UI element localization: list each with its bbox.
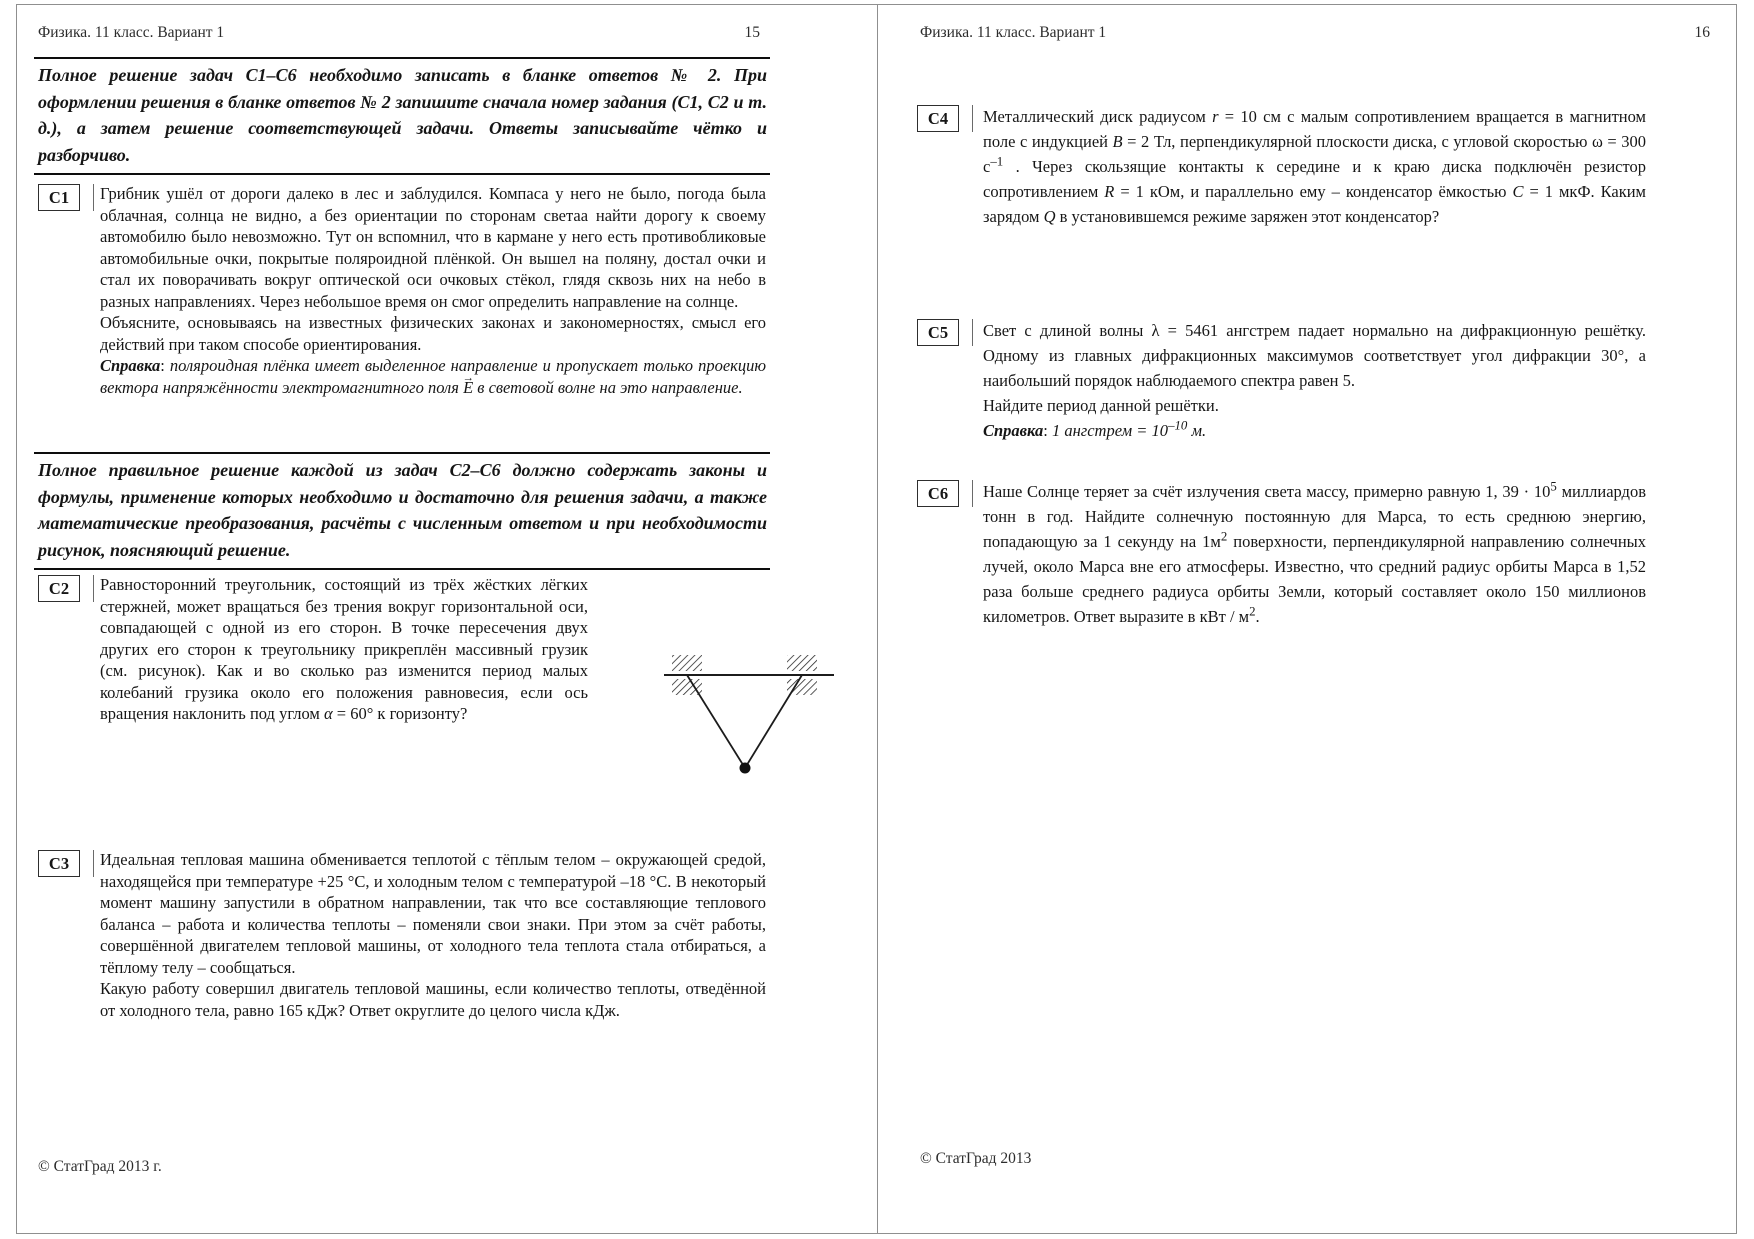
page-header xyxy=(38,24,760,42)
c2-figure-svg xyxy=(662,652,838,776)
label-divider-line xyxy=(93,575,94,602)
task-c1 xyxy=(38,183,766,398)
label-divider-line xyxy=(972,319,973,346)
page-number: 16 xyxy=(1694,24,1710,41)
task-label: С1 xyxy=(48,187,70,207)
task-label: С3 xyxy=(48,853,70,873)
task-body xyxy=(983,318,1646,443)
task-paragraph: Найдите период данной решётки. xyxy=(983,396,1219,415)
task-body xyxy=(100,183,766,398)
task-body xyxy=(983,104,1646,229)
triangle-frame xyxy=(687,675,802,768)
task-paragraph: Наше Солнце теряет за счёт излучения света массу, примерно равную 1, $39 \cdot 10^5$ миллиардов тонн в год. Найдите солнечную постоянную для Марса, то есть среднюю энергию, попадающую за 1 секунду на $1м^2$ поверхности, перпендикулярной направлению солнечных лучей, около Марса вне его атмосферы. Известно, что средний радиус орбиты Марса в 1,52 раза больше среднего радиуса орбиты Земли, который составляет около 150 миллионов километров. Ответ выразите в кВт / $м^2$. xyxy=(983,479,1646,626)
task-paragraph: Какую работу совершил двигатель тепловой машины, если количество теплоты, отведённой от холодного тела, равно 165 кДж? Ответ округлите до целого числа кДж. xyxy=(100,979,766,1020)
task-body xyxy=(983,479,1646,629)
triangle-figure xyxy=(662,652,838,776)
task-paragraph: Идеальная тепловая машина обменивается теплотой с тёплым телом – окружающей средой, находящейся при температуре +25 °С, и холодным телом с температурой –18 °С. В некоторый момент машину запустили в обратном направлении, так что все составляющие теплового баланса – работа и количества теплоты – поменяли свои знаки. При этом за счёт работы, совершённой двигателем тепловой машины, от холодного тела теплота стала отбираться, а тёплому телу – сообщаться. xyxy=(100,850,766,977)
notice-block-c2-c6: Полное правильное решение каждой из задач С2–С6 должно содержать законы и формулы, применение которых необходимо и достаточно для решения задачи, а также математические преобразования, расчёты с численным ответом и при необходимости рисунок, поясняющий решение. xyxy=(34,452,770,570)
right-support-hatch-upper xyxy=(787,655,817,671)
notice-block-c1-c6: Полное решение задач С1–С6 необходимо записать в бланке ответов № 2. При оформлении решения в бланке ответов № 2 запишите сначала номер задания (С1, С2 и т. д.), а затем решение соответствующей задачи. Ответы записывайте чётко и разборчиво. xyxy=(34,57,770,175)
mass-dot xyxy=(740,763,751,774)
page-16 xyxy=(877,0,1754,1239)
task-paragraph: Объясните, основываясь на известных физических законах и закономерностях, смысл его действий при таком способе ориентирования. xyxy=(100,313,766,354)
left-support-hatch-upper xyxy=(672,655,702,671)
task-label-box xyxy=(38,850,80,877)
task-c4 xyxy=(917,104,1646,229)
page-number: 15 xyxy=(744,24,760,41)
task-c6 xyxy=(917,479,1646,629)
footer-copyright: © СтатГрад 2013 г. xyxy=(38,1158,162,1175)
label-divider-line xyxy=(972,480,973,507)
task-c3 xyxy=(38,849,766,1021)
task-label-box xyxy=(917,480,959,507)
task-c5 xyxy=(917,318,1646,443)
page-title: Физика. 11 класс. Вариант 1 xyxy=(920,24,1107,41)
page-title: Физика. 11 класс. Вариант 1 xyxy=(38,24,225,41)
task-body xyxy=(100,574,766,725)
task-label: С2 xyxy=(48,578,70,598)
task-paragraph: Грибник ушёл от дороги далеко в лес и заблудился. Компаса у него не было, погода была облачная, солнца не видно, а без ориентации по сторонам светаа найти дорогу к своему автомобилю было невозможно. Тут он вспомнил, что в кармане у него есть противобликовые автомобильные очки, покрытые поляроидной плёнкой. Он вышел на поляну, достал очки и стал их поворачивать вокруг оптической оси очковых стёкол, глядя сквозь них на небо в разных направлениях. Через небольшое время он смог определить направление на солнце. xyxy=(100,184,766,311)
label-divider-line xyxy=(972,105,973,132)
task-label: С6 xyxy=(927,483,949,503)
task-label-box xyxy=(917,105,959,132)
task-label: С5 xyxy=(927,322,949,342)
label-divider-line xyxy=(93,850,94,877)
task-label-box xyxy=(38,575,80,602)
task-label-box xyxy=(917,319,959,346)
reference-note: Справка: 1 ангстрем = $10^{-10}$ м. xyxy=(983,418,1207,440)
page-divider xyxy=(877,4,878,1234)
task-paragraph: Металлический диск радиусом r = 10 см с малым сопротивлением вращается в магнитном поле с индукцией B = 2 Тл, перпендикулярной плоскости диска, с угловой скоростью ω = 300 $с^{-1}$ . Через скользящие контакты к середине и к краю диска подключён резистор сопротивлением R = 1 кОм, и параллельно ему – конденсатор ёмкостью C = 1 мкФ. Каким зарядом Q в установившемся режиме заряжен этот конденсатор? xyxy=(983,107,1646,226)
task-paragraph: Равносторонний треугольник, состоящий из трёх жёстких лёгких стержней, может вращаться без трения вокруг горизонтальной оси, совпадающей с одной из его сторон. В точке пересечения двух других его сторон к треугольнику прикреплён массивный грузик (см. рисунок). Как и во сколько раз изменится период малых колебаний грузика около его положения равновесия, если ось вращения наклонить под углом α = 60° к горизонту? xyxy=(100,575,588,723)
task-body xyxy=(100,849,766,1021)
task-label: С4 xyxy=(927,108,949,128)
task-c2 xyxy=(38,574,766,725)
page-header xyxy=(920,24,1710,42)
reference-note: Справка: поляроидная плёнка имеет выделенное направление и пропускает только проекцию вектора напряжённости электромагнитного поля Е → в световой волне на это направление. xyxy=(100,355,766,398)
footer-copyright: © СтатГрад 2013 xyxy=(920,1150,1032,1167)
label-divider-line xyxy=(93,184,94,211)
task-paragraph: Свет с длиной волны λ = 5461 ангстрем падает нормально на дифракционную решётку. Одному из главных дифракционных максимумов соответствует угол дифракции 30°, а наибольший порядок наблюдаемого спектра равен 5. xyxy=(983,321,1646,390)
task-label-box xyxy=(38,184,80,211)
